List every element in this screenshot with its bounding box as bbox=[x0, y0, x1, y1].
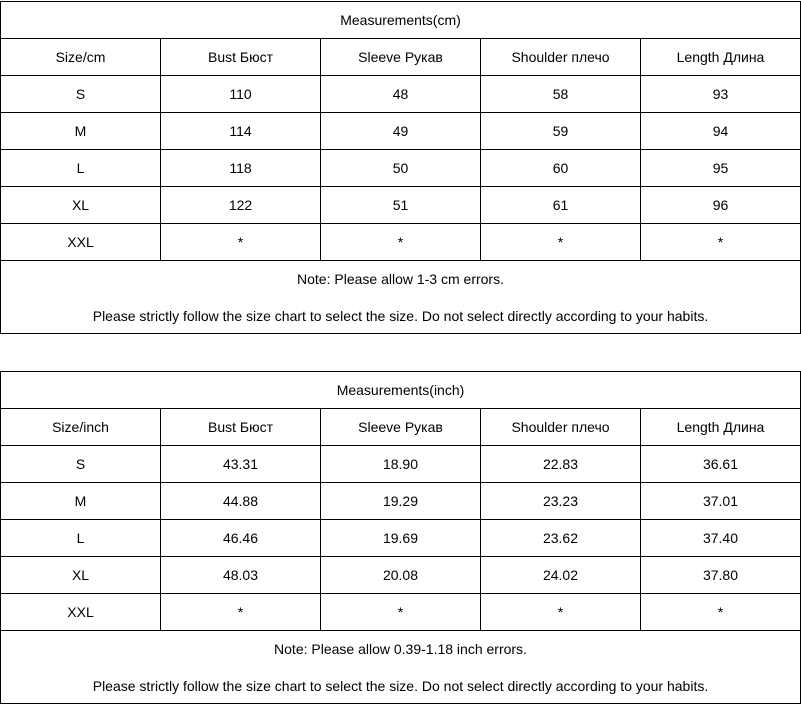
size-chart-cm-table bbox=[0, 1, 801, 334]
size-cell: L bbox=[1, 150, 161, 187]
note-row bbox=[1, 261, 801, 334]
length-cell: 94 bbox=[641, 113, 801, 150]
table-row bbox=[1, 557, 801, 594]
shoulder-cell: 23.23 bbox=[481, 483, 641, 520]
table-row bbox=[1, 446, 801, 483]
size-chart-inch-table bbox=[0, 371, 801, 704]
length-cell: 37.40 bbox=[641, 520, 801, 557]
column-header-size: Size/cm bbox=[1, 39, 161, 76]
sleeve-cell: 48 bbox=[321, 76, 481, 113]
bust-cell: 48.03 bbox=[161, 557, 321, 594]
bust-cell: * bbox=[161, 224, 321, 261]
error-note: Note: Please allow 1-3 cm errors. bbox=[297, 270, 504, 287]
sleeve-cell: * bbox=[321, 594, 481, 631]
column-header-sleeve: Sleeve Рукав bbox=[321, 409, 481, 446]
table-row bbox=[1, 224, 801, 261]
column-header-shoulder: Shoulder плечо bbox=[481, 39, 641, 76]
table-title-row bbox=[1, 2, 801, 39]
table-title-row bbox=[1, 372, 801, 409]
column-header-shoulder: Shoulder плечо bbox=[481, 409, 641, 446]
table-row bbox=[1, 187, 801, 224]
table-row bbox=[1, 76, 801, 113]
note-cell bbox=[1, 261, 801, 334]
table-title: Measurements(inch) bbox=[1, 372, 801, 409]
shoulder-cell: 59 bbox=[481, 113, 641, 150]
table-header-row bbox=[1, 39, 801, 76]
size-cell: XL bbox=[1, 187, 161, 224]
size-cell: S bbox=[1, 446, 161, 483]
shoulder-cell: * bbox=[481, 594, 641, 631]
table-header-row bbox=[1, 409, 801, 446]
bust-cell: 46.46 bbox=[161, 520, 321, 557]
bust-cell: 118 bbox=[161, 150, 321, 187]
size-cell: XXL bbox=[1, 594, 161, 631]
column-header-bust: Bust Бюст bbox=[161, 409, 321, 446]
shoulder-cell: 22.83 bbox=[481, 446, 641, 483]
sleeve-cell: 50 bbox=[321, 150, 481, 187]
length-cell: 37.01 bbox=[641, 483, 801, 520]
table-row bbox=[1, 594, 801, 631]
sleeve-cell: 20.08 bbox=[321, 557, 481, 594]
note-row bbox=[1, 631, 801, 704]
size-instruction: Please strictly follow the size chart to select the size. Do not select directly according to your habits. bbox=[92, 307, 709, 324]
table-row bbox=[1, 113, 801, 150]
column-header-bust: Bust Бюст bbox=[161, 39, 321, 76]
shoulder-cell: 58 bbox=[481, 76, 641, 113]
bust-cell: 114 bbox=[161, 113, 321, 150]
length-cell: * bbox=[641, 594, 801, 631]
table-title: Measurements(cm) bbox=[1, 2, 801, 39]
size-cell: M bbox=[1, 113, 161, 150]
column-header-length: Length Длина bbox=[641, 409, 801, 446]
bust-cell: * bbox=[161, 594, 321, 631]
bust-cell: 43.31 bbox=[161, 446, 321, 483]
sleeve-cell: 18.90 bbox=[321, 446, 481, 483]
sleeve-cell: 19.29 bbox=[321, 483, 481, 520]
bust-cell: 110 bbox=[161, 76, 321, 113]
length-cell: 37.80 bbox=[641, 557, 801, 594]
shoulder-cell: 61 bbox=[481, 187, 641, 224]
length-cell: 95 bbox=[641, 150, 801, 187]
size-cell: M bbox=[1, 483, 161, 520]
column-header-size: Size/inch bbox=[1, 409, 161, 446]
sleeve-cell: 19.69 bbox=[321, 520, 481, 557]
size-cell: L bbox=[1, 520, 161, 557]
bust-cell: 44.88 bbox=[161, 483, 321, 520]
length-cell: 96 bbox=[641, 187, 801, 224]
length-cell: 36.61 bbox=[641, 446, 801, 483]
shoulder-cell: 24.02 bbox=[481, 557, 641, 594]
table-row bbox=[1, 150, 801, 187]
table-row bbox=[1, 483, 801, 520]
size-cell: XXL bbox=[1, 224, 161, 261]
bust-cell: 122 bbox=[161, 187, 321, 224]
table-row bbox=[1, 520, 801, 557]
length-cell: * bbox=[641, 224, 801, 261]
error-note: Note: Please allow 0.39-1.18 inch errors. bbox=[274, 640, 527, 657]
note-cell bbox=[1, 631, 801, 704]
shoulder-cell: 60 bbox=[481, 150, 641, 187]
shoulder-cell: * bbox=[481, 224, 641, 261]
sleeve-cell: 49 bbox=[321, 113, 481, 150]
length-cell: 93 bbox=[641, 76, 801, 113]
size-cell: S bbox=[1, 76, 161, 113]
size-cell: XL bbox=[1, 557, 161, 594]
column-header-length: Length Длина bbox=[641, 39, 801, 76]
shoulder-cell: 23.62 bbox=[481, 520, 641, 557]
size-instruction: Please strictly follow the size chart to select the size. Do not select directly according to your habits. bbox=[92, 677, 709, 694]
column-header-sleeve: Sleeve Рукав bbox=[321, 39, 481, 76]
sleeve-cell: * bbox=[321, 224, 481, 261]
sleeve-cell: 51 bbox=[321, 187, 481, 224]
